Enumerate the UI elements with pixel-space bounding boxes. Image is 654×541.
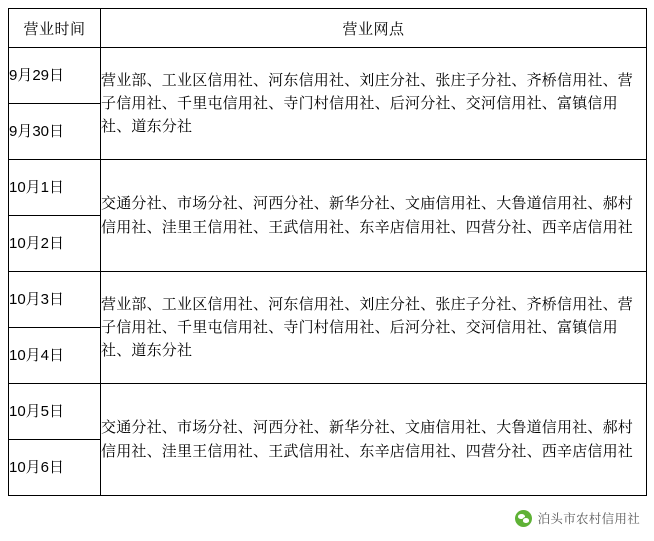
wechat-account-name: 泊头市农村信用社	[537, 512, 640, 526]
footer	[0, 501, 654, 535]
header-business-hours: 营业时间	[9, 9, 101, 48]
date-cell: 9月29日	[9, 48, 101, 104]
header-business-outlets: 营业网点	[101, 9, 647, 48]
branch-list-cell: 交通分社、市场分社、河西分社、新华分社、文庙信用社、大鲁道信用社、郝村信用社、洼里王信用社、王武信用社、东辛店信用社、四营分社、西辛店信用社	[101, 384, 647, 496]
date-cell: 10月2日	[9, 216, 101, 272]
table-row	[9, 272, 647, 328]
wechat-icon	[515, 510, 532, 527]
branch-list-cell: 交通分社、市场分社、河西分社、新华分社、文庙信用社、大鲁道信用社、郝村信用社、洼里王信用社、王武信用社、东辛店信用社、四营分社、西辛店信用社	[101, 160, 647, 272]
table-row	[9, 160, 647, 216]
date-cell: 10月3日	[9, 272, 101, 328]
date-cell: 10月5日	[9, 384, 101, 440]
date-cell: 10月6日	[9, 440, 101, 496]
business-hours-table	[8, 8, 647, 496]
branch-list-cell: 营业部、工业区信用社、河东信用社、刘庄分社、张庄子分社、齐桥信用社、营子信用社、千里屯信用社、寺门村信用社、后河分社、交河信用社、富镇信用社、道东分社	[101, 272, 647, 384]
date-cell: 10月4日	[9, 328, 101, 384]
branch-list-cell: 营业部、工业区信用社、河东信用社、刘庄分社、张庄子分社、齐桥信用社、营子信用社、千里屯信用社、寺门村信用社、后河分社、交河信用社、富镇信用社、道东分社	[101, 48, 647, 160]
date-cell: 10月1日	[9, 160, 101, 216]
date-cell: 9月30日	[9, 104, 101, 160]
wechat-account-badge	[515, 509, 640, 527]
table-row	[9, 48, 647, 104]
table-row	[9, 384, 647, 440]
table-header-row	[9, 9, 647, 48]
